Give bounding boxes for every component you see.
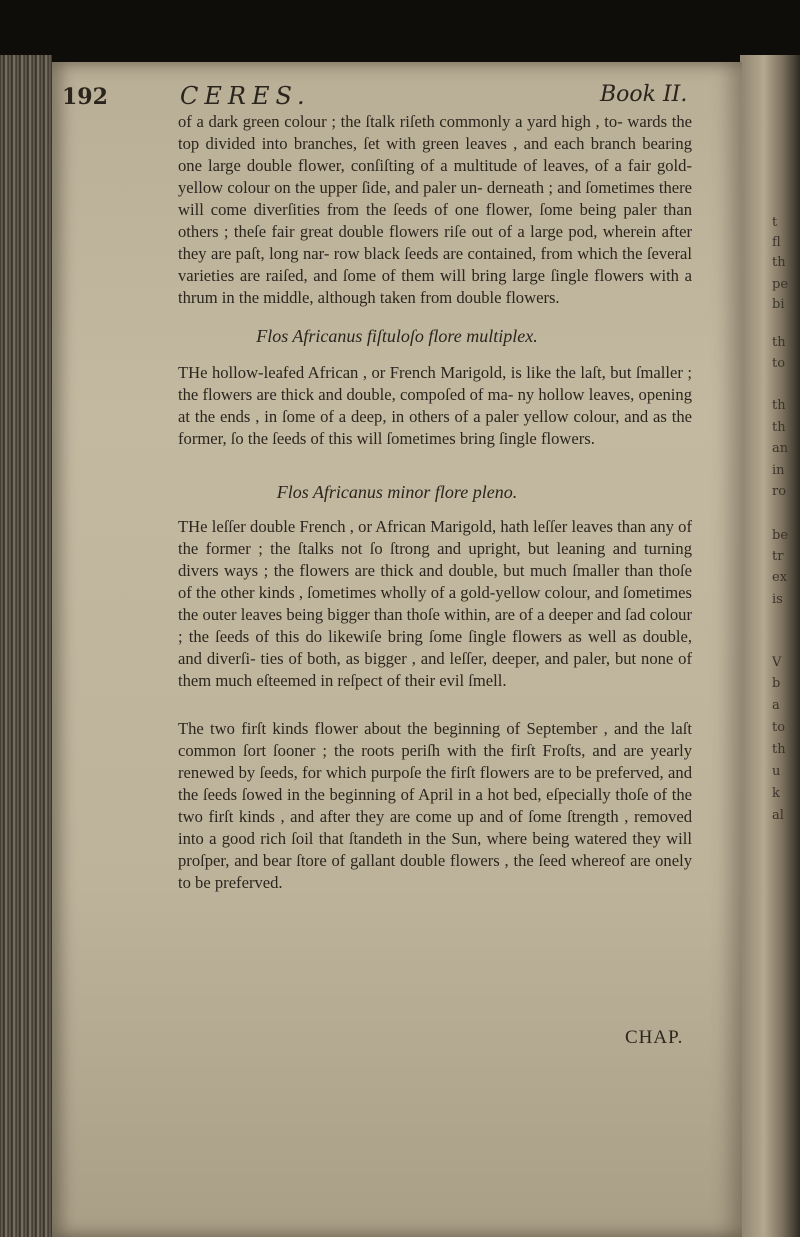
section-heading-flos-africanus-fistuloso: Flos Africanus fiſtuloſo flore multiplex. xyxy=(256,326,538,346)
book-reference: Book II. xyxy=(600,82,688,107)
catchword: CHAP. xyxy=(625,1027,684,1048)
page-number: 192 xyxy=(62,84,108,110)
paragraph-lesser-double-marigold: THe leſſer double French , or African Marigold, hath leſſer leaves than any of the former ; the ſtalks not ſo ſtrong and upright, but leaning and turning divers ways ; the flowers are thick and double, but much ſmaller than thoſe of the other kinds , ſometimes wholly of a gold-yellow colour, and ſometimes the outer leaves being bigger than thoſe within, are of a deeper and ſad colour ; the ſeeds of this do likewiſe bring ſome ſingle flowers as well as double, and diverſi- ties of both, as bigger , and leſſer, deeper, and paler, but none of them much eſteemed in reſpect of their evil ſmell. xyxy=(178,517,692,690)
book-page-edges-left xyxy=(0,55,52,1237)
paragraph-flowering-and-culture: The two firſt kinds flower about the beginning of September , and the laſt common ſort ſooner ; the roots periſh with the firſt Froſts, and are yearly renewed by ſeeds, for which purpoſe the firſt flowers are to be preferved, and the ſeeds ſowed in the beginning of April in a hot bed, eſpecially thoſe of the two firſt kinds , and after they are come up and of ſome ſtrength , removed into a good rich ſoil that ſtandeth in the Sun, where being watered they will proſper, and bear ſtore of gallant double flowers , the ſeed whereof are onely to be preferved. xyxy=(178,719,692,892)
paragraph-hollow-leafed-marigold: THe hollow-leafed African , or French Marigold, is like the laſt, but ſmaller ; the flowers are thick and double, compoſed of ma- ny hollow leaves, opening at the ends , in ſome of a deep, in others of a paler yellow colour, and as the former, ſo the ſeeds of this will ſometimes bring ſingle flowers. xyxy=(178,363,692,448)
section-heading-flos-africanus-minor: Flos Africanus minor flore pleno. xyxy=(276,482,518,502)
paragraph-continued: of a dark green colour ; the ſtalk riſeth commonly a yard high , to- wards the top divided into branches, ſet with green leaves , and each branch bearing one large double flower, conſiſting of a multitude of leaves, of a fair gold-yellow colour on the upper ſide, and paler un- derneath ; and ſometimes there will come diverſities from the ſeeds of one flower, ſome being paler than others ; theſe fair great double flowers riſe out of a large pod, wherein after they are paſt, long nar- row black ſeeds are contained, from which the ſeveral varieties are raiſed, and ſome of them will bring large ſingle flowers with a thrum in the middle, although taken from double flowers. xyxy=(178,112,692,307)
running-head: CERES. xyxy=(180,82,311,110)
facing-page-edge xyxy=(740,55,800,1237)
